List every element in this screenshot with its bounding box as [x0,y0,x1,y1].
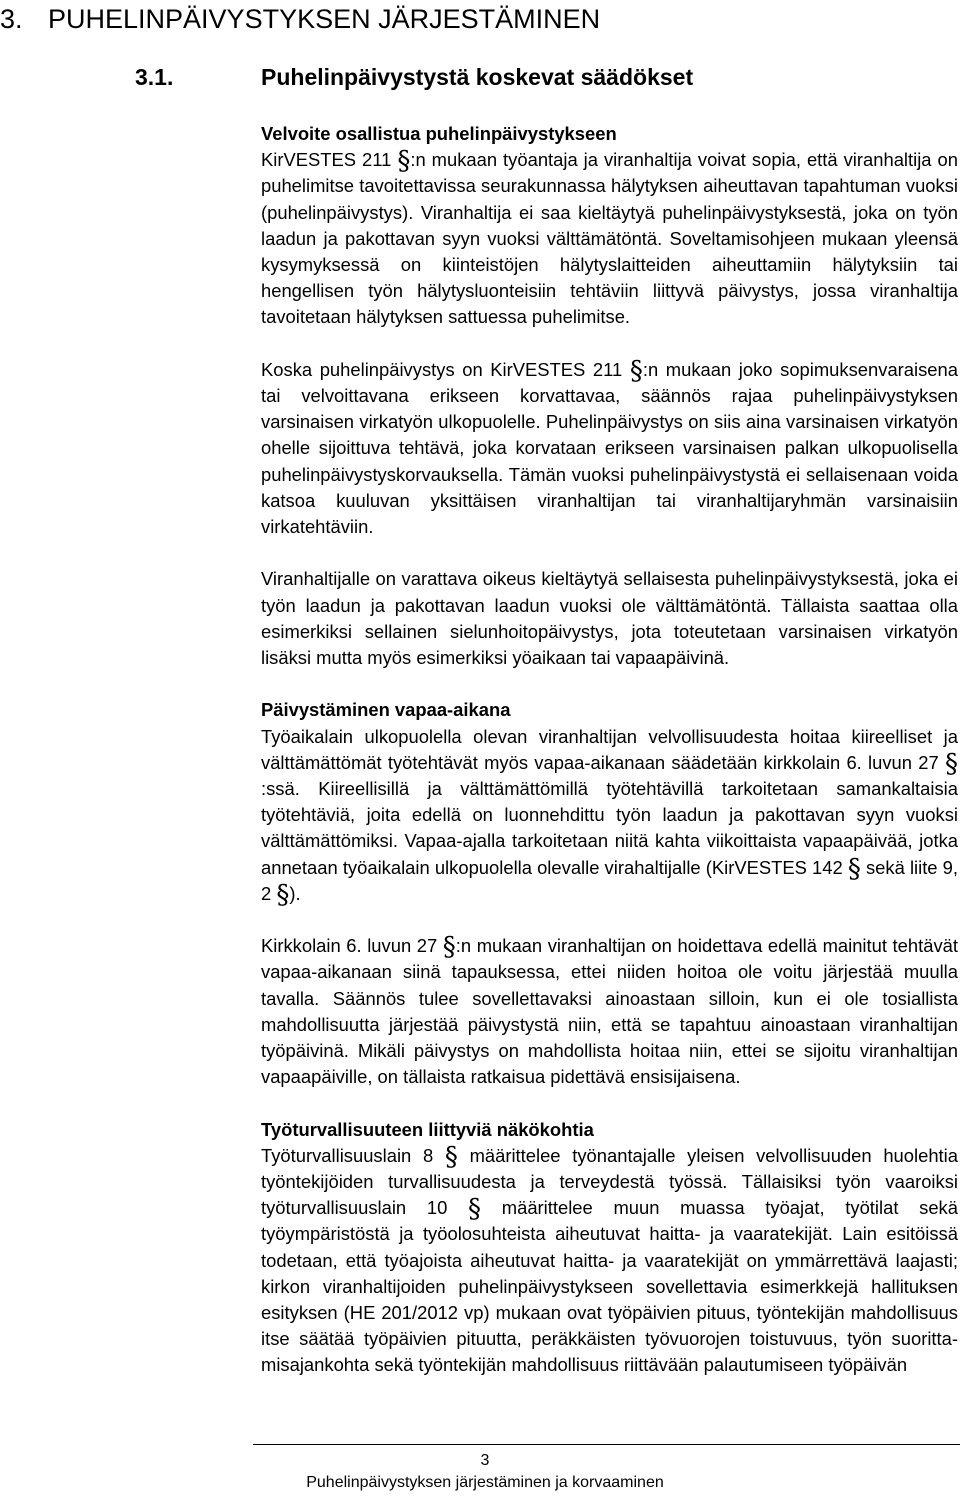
text-run: määrittelee työnantajalle yleisen velvollisuuden huolehtia työntekijöiden turvallisuudesta ja terveydestä työssä. Tällaisiksi työn vaaroiksi työturvallisuuslain 10 [261,1144,958,1219]
text-run: :n mukaan viranhaltijan on hoidettava edellä mainitut tehtävät vapaa-aikanaan siinä tapauksessa, ettei niiden hoitoa ole voitu järjestää muulla tavalla. Säännös tulee sovellettavaksi ainoastaan silloin, kun ei ole tosiallista mahdollisuutta järjestää päivystystä niin, että se tapahtuu ainoastaan viranhaltijan työpäivinä. Mikäli päivystys on mahdollista hoitaa niin, ettei se sijoitu viranhaltijan vapaapäiville, on tällaista ratkaisua pidettävä ensisijaisena. [261,935,958,1088]
paragraph-church-law [261,933,958,1090]
chapter-title: PUHELINPÄIVYSTYKSEN JÄRJESTÄMINEN [48,4,601,34]
paragraph-koska [261,357,958,540]
text-run: sekä liite 9, 2 [261,856,958,904]
text-run: :ssä. Kiireellisillä ja välttämättömillä työtehtävillä tarkoitetaan samankaltaisia työtehtäviä, joita edellä on luonnehdittu työn laadun ja pakottavan syyn vuoksi välttämättömiksi. Vapaa-ajalla tarkoitetaan niitä kahta viikoittaista vapaapäivää, jotka annetaan työaikalain ulkopuolella olevalle virahaltijalle (KirVESTES 142 [261,778,958,878]
page-number: 3 [480,1452,490,1469]
section-sign: § [847,853,861,884]
text-run: :n mukaan työantaja ja viranhaltija voivat sopia, että viranhaltija on puhelimitse tavoitettavissa seurakunnassa hälytyksen aiheuttavan tapahtuman vuoksi (puhelinpäivystys). Viranhaltija ei saa kieltäytyä puhelinpäivystyksestä, joka on työn laadun ja pakottavan syyn vuoksi välttämätöntä. Soveltamisohjeen mukaan yleensä kysymyksessä on kiinteistöjen hälytyslaitteiden aiheuttamiin hälytyksiin tai hengellisen työn hälytysluonteisiin tehtäviin liittyvä päivystys, jossa viranhaltija tavoitetaan hälytyksen sattuessa puhelimitse. [261,149,958,328]
section-sign: § [397,146,411,177]
section-sign: § [945,748,958,779]
section-sign: § [276,879,290,910]
footer-title: Puhelinpäivystyksen järjestäminen ja korvaaminen [306,1474,664,1491]
section-heading [135,62,693,92]
text-run: Kirkkolain 6. luvun 27 [261,935,438,957]
subheading-safety: Työturvallisuuteen liittyviä näkökohtia [261,1118,594,1140]
text-run: määrittelee muun muassa työajat, työtilat sekä työympäristöstä ja työolosuhteista aiheutuvat haitta- ja vaaratekijät. Lain esitöissä todetaan, että työajoista aiheutuvat haitta- ja vaaratekijät on ymmärrettävä laajasti; kirkon viranhaltijoiden puhelinpäivystykseen sovellettavia esimerkkejä hallituksen esityksen (HE 201/2012 vp) mukaan ovat työpäivien pituus, työntekijän mahdollisuus itse säätää työpäivien pituutta, peräkkäisten työvuorojen toistuvuus, työn suorittamisajankohta sekä työntekijän mahdollisuus riittävään palautumiseen työpäivän [261,1197,958,1376]
section-title: Puhelinpäivystystä koskevat säädökset [261,64,694,90]
paragraph-refusal-right: Viranhaltijalle on varattava oikeus kieltäytyä sellaisesta puhelinpäivystyksestä, joka ei työn laadun ja pakottavan laadun vuoksi ole välttämätöntä. Tällaista saattaa olla esimerkiksi sellainen sielunhoitopäivystys, jota toteutetaan varsinaisen virkatyön lisäksi mutta myös esimerkiksi yöaikaan tai vapaapäivinä. [261,568,958,669]
text-run: Koska puhelinpäivystys on KirVESTES 211 [261,358,623,380]
paragraph-obligation [261,147,958,330]
document-body [261,121,958,1379]
text-run: :n mukaan joko sopimuksenvaraisena tai velvoittavana erikseen korvattavaa, säännös rajaa puhelinpäivystyksen varsinaisen virkatyön ulkopuolelle. Puhelinpäivystys on siis aina varsinaisen virkatyön ohelle sijoittuva tehtävä, joka korvataan erikseen varsinaisen palkan ulkopuolisella puhelinpäivystyskorvauksella. Tämän vuoksi puhelinpäivystystä ei sellaisenaan voida katsoa kuuluvan yksittäisen viranhaltijan tai viranhaltijaryhmän varsinaisiin virkatehtäviin. [261,358,958,538]
text-run: KirVESTES 211 [261,149,392,171]
section-sign: § [442,932,456,963]
paragraph-free-time [261,724,958,910]
text-run: ). [289,882,301,904]
text-run: Työturvallisuuslain 8 [261,1144,434,1166]
section-sign: § [468,1194,482,1225]
chapter-heading [0,2,600,36]
chapter-number: 3. [0,4,23,34]
subheading-obligation: Velvoite osallistua puhelinpäivystykseen [261,123,617,144]
paragraph-safety [261,1143,958,1379]
footer-divider [253,1444,960,1445]
section-number: 3.1. [135,64,174,90]
text-run: Työaikalain ulkopuolella olevan viranhaltijan velvollisuudesta hoitaa kiireelliset ja välttämättömät työtehtävät myös vapaa-aikanaan säädetään kirkkolain 6. luvun 27 [261,725,958,773]
section-sign: § [444,1141,458,1172]
section-sign: § [629,355,643,386]
subheading-free-time: Päivystäminen vapaa-aikana [261,699,511,721]
